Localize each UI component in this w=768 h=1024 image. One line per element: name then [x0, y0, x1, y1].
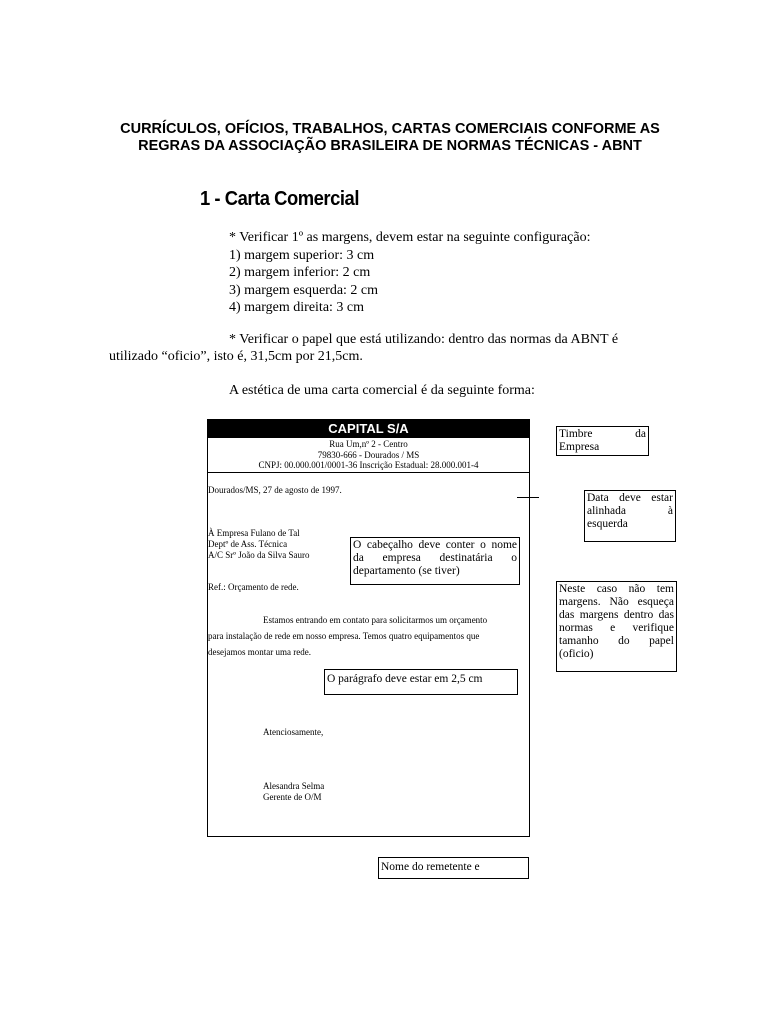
section-title: 1 - Carta Comercial [200, 188, 359, 210]
callout-date-text: Data deve estar alinhada à esquerda [587, 492, 673, 530]
callout-timbre-text: Timbre da Empresa [559, 428, 646, 453]
letter-company-name: CAPITAL S/A [208, 420, 529, 438]
letter-recipient-line: A/C Srº João da Silva Sauro [208, 550, 310, 560]
letter-address-line: Rua Um,nº 2 - Centro [329, 439, 408, 449]
paper-line-1: * Verificar o papel que está utilizando: dentro das normas da ABNT é [229, 332, 619, 347]
callout-paragraph-text: O parágrafo deve estar em 2,5 cm [327, 673, 483, 685]
callout-timbre [556, 426, 649, 456]
letter-date: Dourados/MS, 27 de agosto de 1997. [208, 485, 342, 495]
margin-item: 2) margem inferior: 2 cm [229, 265, 371, 280]
callout-sender [378, 857, 529, 879]
letter-address-line: 79830-666 - Dourados / MS [317, 449, 420, 460]
callout-margins-text: Neste caso não tem margens. Não esqueça das margens dentro das normas e verifique tamanho do papel (oficio) [559, 583, 674, 660]
margin-item: 3) margem esquerda: 2 cm [229, 282, 379, 298]
callout-header-text: O cabeçalho deve conter o nome da empresa destinatária o departamento (se tiver) [353, 539, 517, 577]
callout-header [350, 537, 520, 585]
letter-letterhead [208, 438, 529, 471]
margins-block [229, 229, 590, 317]
letter-example [207, 419, 530, 837]
margins-intro: * Verificar 1º as margens, devem estar na seguinte configuração: [229, 230, 591, 245]
letter-recipient-line: Deptº de Ass. Técnica [208, 539, 288, 549]
margin-item: 1) margem superior: 3 cm [229, 247, 375, 263]
letter-signer: Alesandra Selma [263, 781, 325, 791]
document-title-line-1: CURRÍCULOS, OFÍCIOS, TRABALHOS, CARTAS COMERCIAIS CONFORME AS [120, 121, 660, 137]
letter-paragraph-line: desejamos montar uma rede. [208, 647, 311, 657]
letter-signer-role: Gerente de O/M [263, 792, 322, 802]
aesthetic-intro: A estética de uma carta comercial é da seguinte forma: [229, 383, 535, 398]
callout-sender-text: Nome do remetente e [381, 861, 480, 873]
letter-address-line: CNPJ: 00.000.001/0001-36 Inscrição Estadual: 28.000.001-4 [258, 460, 479, 470]
paper-line-2: utilizado “oficio”, isto é, 31,5cm por 21,5cm. [109, 349, 363, 364]
document-title [60, 121, 720, 155]
callout-margins [556, 581, 677, 672]
date-connector-line [517, 497, 539, 498]
letter-paragraph-line: para instalação de rede em nosso empresa. Temos quatro equipamentos que [208, 631, 480, 641]
callout-date [584, 490, 676, 542]
letter-recipient-line: À Empresa Fulano de Tal [208, 528, 300, 538]
letterhead-divider [208, 472, 529, 473]
callout-paragraph [324, 669, 518, 695]
document-title-line-2: REGRAS DA ASSOCIAÇÃO BRASILEIRA DE NORMAS TÉCNICAS - ABNT [138, 138, 642, 154]
letter-reference: Ref.: Orçamento de rede. [208, 582, 299, 592]
letter-paragraph-line: Estamos entrando em contato para solicitarmos um orçamento [263, 615, 488, 625]
margin-item: 4) margem direita: 3 cm [229, 300, 365, 315]
letter-closing: Atenciosamente, [263, 727, 324, 737]
